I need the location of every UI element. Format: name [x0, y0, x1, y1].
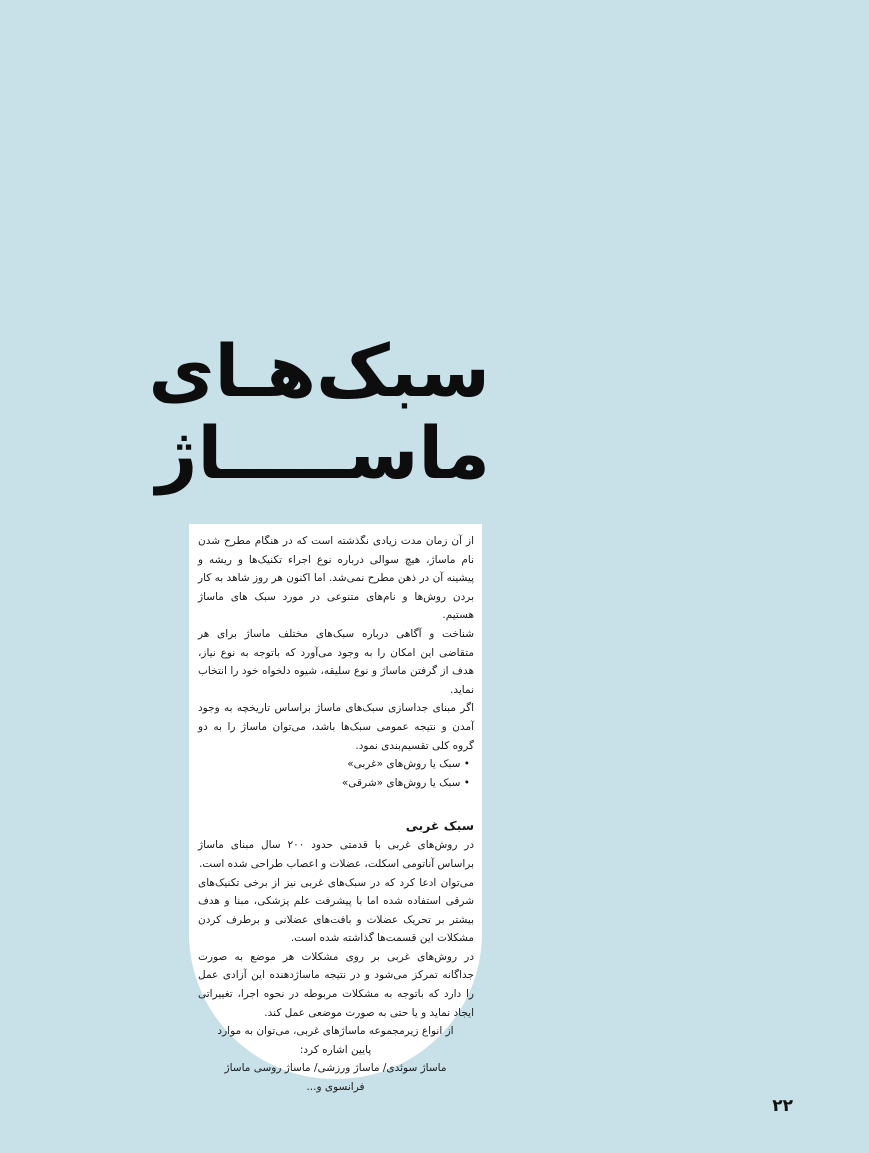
closing-line: ماساژ سوئدی/ ماساژ ورزشی/ ماساژ روسی ماساژ فرانسوی و... [224, 1062, 447, 1094]
article-body [189, 532, 482, 1097]
text-panel [189, 524, 482, 1094]
intro-paragraph: از آن زمان مدت زیادی نگذشته است که در هنگام مطرح شدن نام ماساژ، هیچ سوالی درباره نوع اجراء تکنیک‌ها و ریشه و پیشینه آن در ذهن مطرح نمی‌شد. اما اکنون هر روز شاهد به کار بردن روش‌ها و نام‌های متنوعی در مورد سبک های ماساژ هستیم. [198, 535, 474, 622]
list-item: • سبک یا روش‌های «شرقی» [189, 774, 470, 793]
page-number: ۲۲ [772, 1096, 793, 1116]
closing-block [189, 1022, 482, 1096]
page-title [148, 329, 490, 495]
section-paragraph: در روش‌های غربی با قدمتی حدود ۲۰۰ سال مبنای ماساژ براساس آناتومی اسکلت، عضلات و اعصاب طراحی شده است. [198, 839, 474, 870]
style-list [189, 755, 482, 792]
list-item: • سبک یا روش‌های «غربی» [189, 755, 470, 774]
section-paragraph: می‌توان ادعا کرد که در سبک‌های غربی نیز از برخی تکنیک‌های شرقی استفاده شده اما با پیشرفت علم پزشکی، مبنا و هدف بیشتر بر تحریک عضلات و بافت‌های عضلانی و برطرف کردن مشکلات این قسمت‌ها گذاشته شده است. [198, 876, 474, 945]
intro-paragraph: اگر مبنای جداسازی سبک‌های ماساژ براساس تاریخچه به وجود آمدن و نتیجه عمومی سبک‌ها باشد، می‌توان ماساژ را به دو گروه کلی تقسیم‌بندی نمود. [198, 702, 474, 752]
closing-line: از انواع زیرمجموعه ماساژهای غربی، می‌توان به موارد پایین اشاره کرد: [217, 1025, 454, 1056]
title-line-1: سبک‌هـای [148, 329, 490, 413]
title-line-2: ماســـــاژ [156, 411, 490, 495]
section-paragraph: در روش‌های غربی بر روی مشکلات هر موضع به صورت جداگانه تمرکز می‌شود و در نتیجه ماساژدهنده این آزادی عمل را دارد که باتوجه به مشکلات مربوطه در نحوه اجرا، تغییراتی ایجاد نماید و یا حتی به صورت موضعی عمل کند. [198, 950, 474, 1019]
intro-paragraph: شناخت و آگاهی درباره سبک‌های مختلف ماساژ برای هر متقاضی این امکان را به وجود می‌آورد که باتوجه به نوع نیاز، هدف از گرفتن ماساژ و نوع سلیقه، شیوه دلخواه خود را انتخاب نماید. [198, 627, 474, 696]
section-heading: سبک غربی [405, 818, 474, 834]
